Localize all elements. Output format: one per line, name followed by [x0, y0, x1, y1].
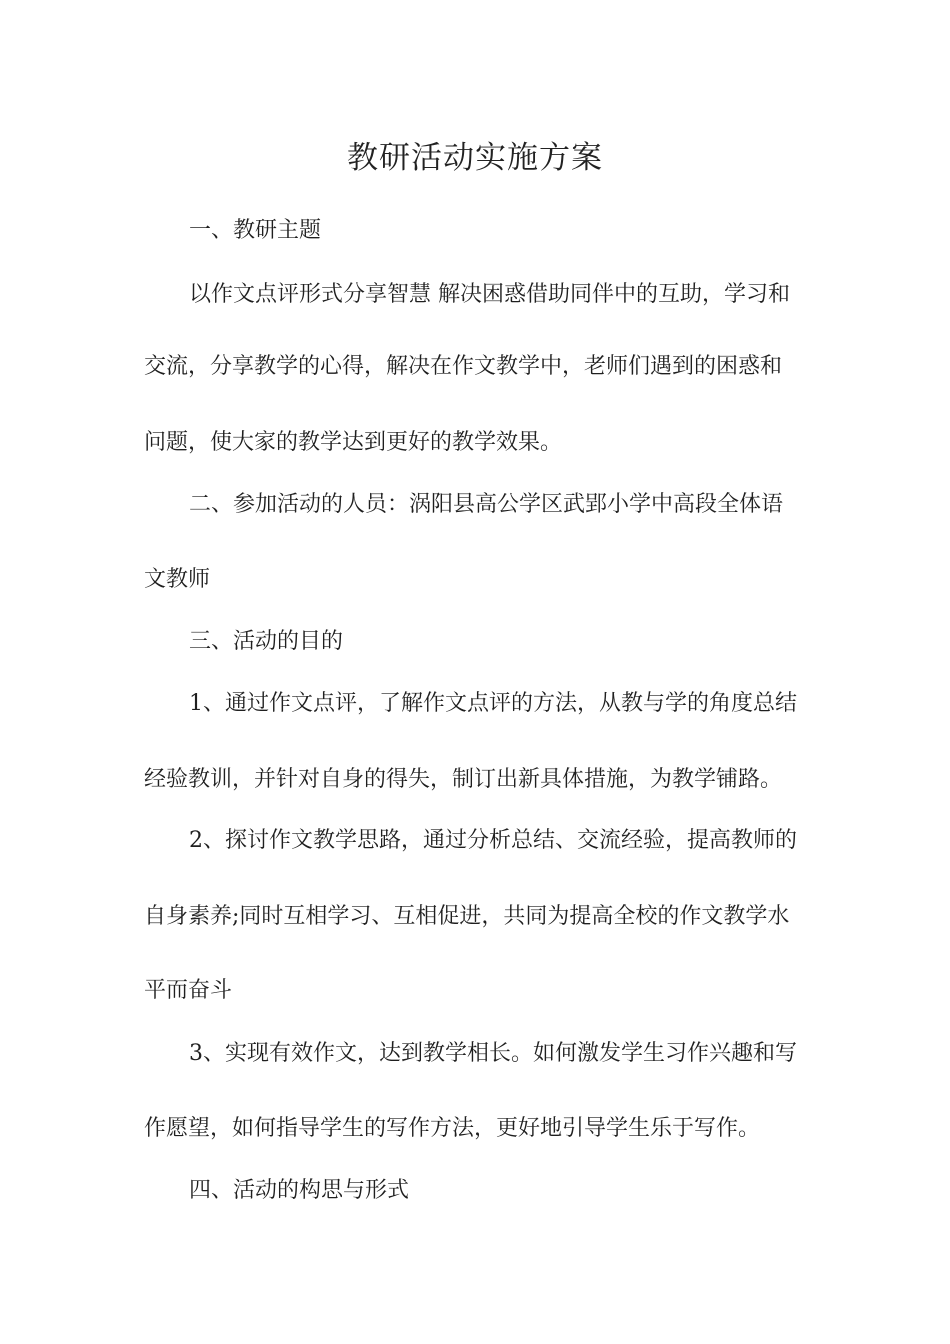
paragraph-line: 文教师 [144, 567, 211, 592]
paragraph-line: 自身素养;同时互相学习、互相促进，共同为提高全校的作文教学水 [144, 904, 790, 929]
paragraph-line: 问题，使大家的教学达到更好的教学效果。 [144, 430, 563, 455]
paragraph-line: 经验教训，并针对自身的得失，制订出新具体措施，为教学铺路。 [144, 767, 783, 792]
section-heading-topic: 一、教研主题 [189, 218, 322, 243]
list-item-2: 2、探讨作文教学思路，通过分析总结、交流经验，提高教师的 [189, 828, 797, 853]
paragraph-line: 交流，分享教学的心得，解决在作文教学中，老师们遇到的困惑和 [144, 354, 783, 379]
paragraph-line: 平而奋斗 [144, 978, 233, 1003]
section-heading-purpose: 三、活动的目的 [189, 629, 344, 654]
paragraph-line: 以作文点评形式分享智慧 解决困惑借助同伴中的互助，学习和 [189, 282, 790, 307]
list-item-3: 3、实现有效作文，达到教学相长。如何激发学生习作兴趣和写 [189, 1041, 797, 1066]
paragraph-line: 作愿望，如何指导学生的写作方法，更好地引导学生乐于写作。 [144, 1116, 761, 1141]
document-title: 教研活动实施方案 [347, 140, 603, 176]
section-heading-format: 四、活动的构思与形式 [189, 1178, 410, 1203]
list-item-1: 1、通过作文点评，了解作文点评的方法，从教与学的角度总结 [189, 691, 797, 716]
section-heading-participants: 二、参加活动的人员：涡阳县高公学区武郢小学中高段全体语 [189, 492, 784, 517]
